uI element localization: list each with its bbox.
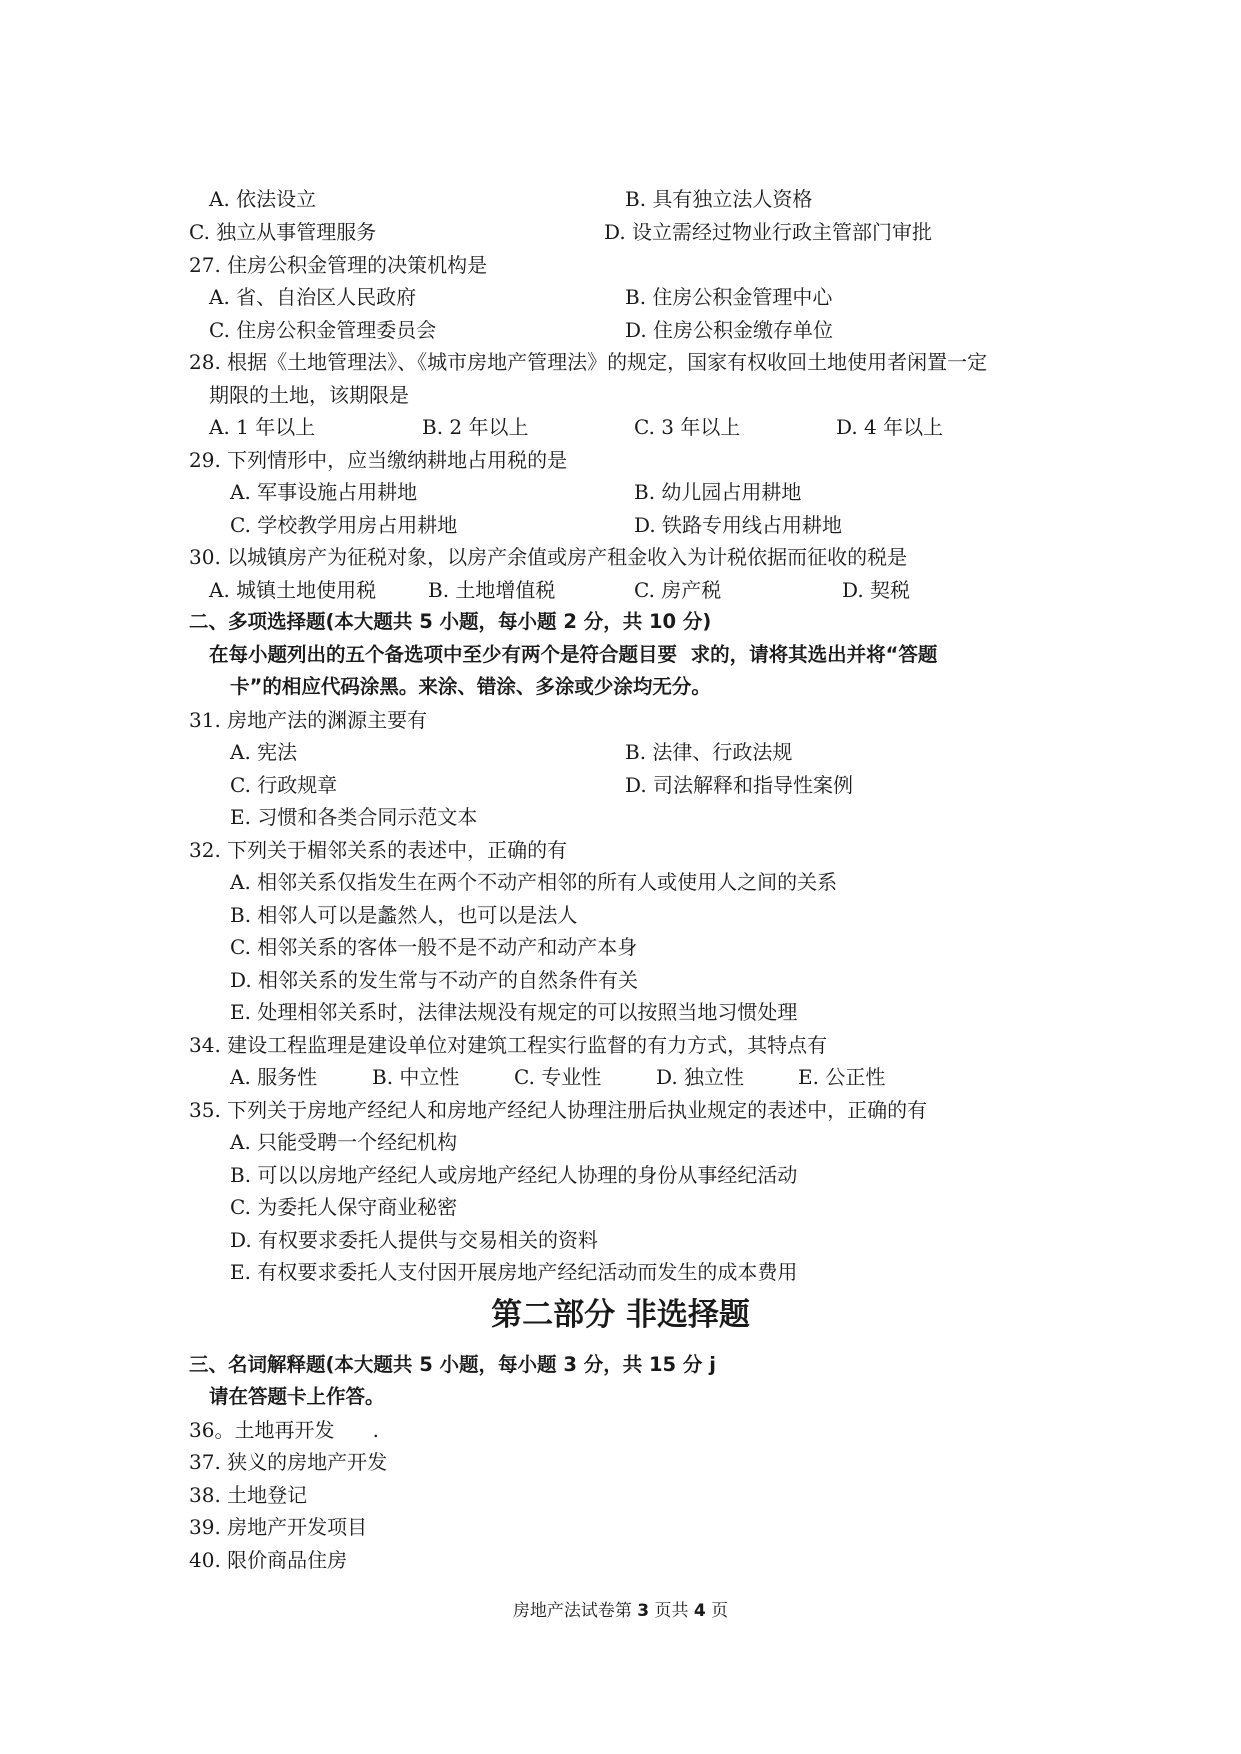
q29-option-d: D. 铁路专用线占用耕地 — [634, 513, 843, 537]
q27-option-d: D. 住房公积金缴存单位 — [625, 318, 834, 342]
q34-option-e: E. 公正性 — [798, 1065, 886, 1089]
footer-suffix: 页 — [705, 1601, 729, 1621]
q35-option-c: C. 为委托人保守商业秘密 — [230, 1195, 458, 1219]
q27-option-a: A. 省、自治区人民政府 — [209, 285, 417, 309]
q31-option-e: E. 习惯和各类合同示范文本 — [230, 805, 478, 829]
footer-middle: 页共 — [649, 1601, 694, 1621]
q32-option-a: A. 相邻关系仅指发生在两个不动产相邻的所有人或使用人之间的关系 — [230, 870, 838, 894]
q32-option-d: D. 相邻关系的发生常与不动产的自然条件有关 — [230, 968, 639, 992]
q35-option-a: A. 只能受聘一个经纪机构 — [230, 1130, 458, 1154]
q40-term: 40. 限价商品住房 — [189, 1548, 348, 1572]
footer-page-number: 3 — [637, 1601, 650, 1621]
q28-stem-line1: 28. 根据《土地管理法》、《城市房地产管理法》的规定，国家有权收回土地使用者闲置一定 — [189, 350, 988, 374]
section3-heading: 三、名词解释题(本大题共 5 小题，每小题 3 分，共 15 分 j — [189, 1353, 716, 1376]
page-footer — [0, 1600, 1241, 1622]
q34-option-c: C. 专业性 — [514, 1065, 602, 1089]
q32-option-b: B. 相邻人可以是蠡然人，也可以是法人 — [230, 903, 578, 927]
q26-option-a: A. 依法设立 — [209, 187, 317, 211]
q34-option-b: B. 中立性 — [372, 1065, 460, 1089]
part2-title: 第二部分 非选择题 — [491, 1297, 750, 1333]
q36-term: 36。土地再开发 . — [189, 1418, 379, 1442]
q29-option-a: A. 军事设施占用耕地 — [230, 480, 418, 504]
q31-stem: 31. 房地产法的渊源主要有 — [189, 708, 428, 732]
q28-option-c: C. 3 年以上 — [634, 415, 741, 439]
q32-option-c: C. 相邻关系的客体一般不是不动产和动产本身 — [230, 935, 638, 959]
q30-option-c: C. 房产税 — [634, 578, 722, 602]
q30-option-d: D. 契税 — [842, 578, 911, 602]
footer-prefix: 房地产法试卷第 — [512, 1601, 638, 1621]
q35-option-e: E. 有权要求委托人支付因开展房地产经纪活动而发生的成本费用 — [230, 1260, 798, 1284]
section2-instructions-line1: 在每小题列出的五个备选项中至少有两个是符合题目要 求的，请将其选出并将“答题 — [209, 643, 938, 666]
q31-option-c: C. 行政规章 — [230, 773, 338, 797]
q30-option-b: B. 土地增值税 — [428, 578, 556, 602]
q35-option-b: B. 可以以房地产经纪人或房地产经纪人协理的身份从事经纪活动 — [230, 1163, 798, 1187]
q29-option-b: B. 幼儿园占用耕地 — [634, 480, 802, 504]
q28-option-a: A. 1 年以上 — [209, 415, 316, 439]
q26-option-d: D. 设立需经过物业行政主管部门审批 — [604, 220, 933, 244]
q27-option-c: C. 住房公积金管理委员会 — [209, 318, 437, 342]
footer-total-pages: 4 — [693, 1601, 706, 1621]
q31-option-a: A. 宪法 — [230, 740, 298, 764]
q34-option-d: D. 独立性 — [656, 1065, 745, 1089]
q28-option-b: B. 2 年以上 — [422, 415, 529, 439]
q29-stem: 29. 下列情形中，应当缴纳耕地占用税的是 — [189, 448, 568, 472]
q28-option-d: D. 4 年以上 — [836, 415, 944, 439]
q32-stem: 32. 下列关于楣邻关系的表述中，正确的有 — [189, 838, 568, 862]
q32-option-e: E. 处理相邻关系时，法律法规没有规定的可以按照当地习惯处理 — [230, 1000, 798, 1024]
section3-instructions: 请在答题卡上作答。 — [209, 1385, 385, 1408]
section2-heading: 二、多项选择题(本大题共 5 小题，每小题 2 分，共 10 分) — [189, 610, 712, 633]
q27-option-b: B. 住房公积金管理中心 — [625, 285, 833, 309]
q29-option-c: C. 学校教学用房占用耕地 — [230, 513, 458, 537]
q35-stem: 35. 下列关于房地产经纪人和房地产经纪人协理注册后执业规定的表述中，正确的有 — [189, 1098, 928, 1122]
q27-stem: 27. 住房公积金管理的决策机构是 — [189, 253, 488, 277]
q34-stem: 34. 建设工程监理是建设单位对建筑工程实行监督的有力方式，其特点有 — [189, 1033, 828, 1057]
q31-option-d: D. 司法解释和指导性案例 — [625, 773, 854, 797]
q39-term: 39. 房地产开发项目 — [189, 1515, 368, 1539]
q35-option-d: D. 有权要求委托人提供与交易相关的资料 — [230, 1228, 599, 1252]
q26-option-b: B. 具有独立法人资格 — [625, 187, 813, 211]
q28-stem-line2: 期限的土地，该期限是 — [209, 383, 409, 407]
section2-instructions-line2: 卡”的相应代码涂黑。来涂、错涂、多涂或少涂均无分。 — [230, 675, 711, 698]
q31-option-b: B. 法律、行政法规 — [625, 740, 793, 764]
q37-term: 37. 狭义的房地产开发 — [189, 1450, 388, 1474]
q30-stem: 30. 以城镇房产为征税对象，以房产余值或房产租金收入为计税依据而征收的税是 — [189, 545, 908, 569]
q34-option-a: A. 服务性 — [230, 1065, 318, 1089]
q38-term: 38. 土地登记 — [189, 1483, 308, 1507]
q26-option-c: C. 独立从事管理服务 — [189, 220, 377, 244]
q30-option-a: A. 城镇土地使用税 — [209, 578, 377, 602]
